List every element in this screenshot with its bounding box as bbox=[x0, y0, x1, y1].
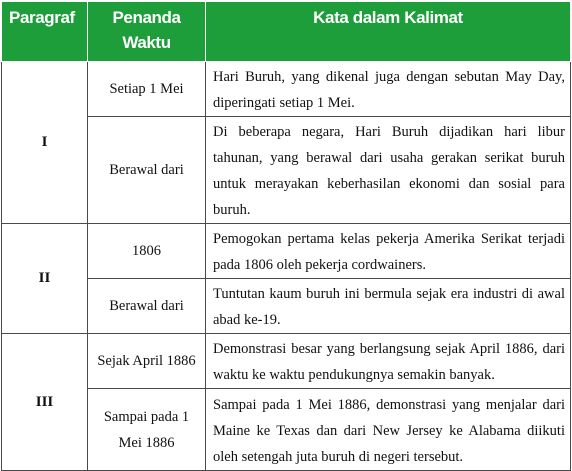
paragraf-cell: I bbox=[2, 62, 88, 224]
kalimat-cell: Pemogokan pertama kelas pekerja Amerika Serikat terjadi pada 1806 oleh pekerja cordwainers. bbox=[206, 224, 571, 279]
kalimat-cell: Di beberapa negara, Hari Buruh dijadikan hari libur tahunan, yang berawal dari usaha gerakan serikat buruh untuk merayakan keberhasilan ekonomi dan sosial para buruh. bbox=[206, 117, 571, 224]
table-row bbox=[2, 334, 571, 389]
penanda-cell: Berawal dari bbox=[88, 279, 206, 334]
header-penanda-line1: Penanda bbox=[112, 8, 181, 27]
table-row bbox=[2, 224, 571, 279]
table-row bbox=[2, 389, 571, 471]
kalimat-cell: Tuntutan kaum buruh ini bermula sejak era industri di awal abad ke-19. bbox=[206, 279, 571, 334]
paragraf-cell: II bbox=[2, 224, 88, 334]
time-marker-table bbox=[1, 1, 571, 471]
penanda-cell: Setiap 1 Mei bbox=[88, 62, 206, 117]
penanda-cell: 1806 bbox=[88, 224, 206, 279]
table-row bbox=[2, 279, 571, 334]
paragraf-cell: III bbox=[2, 334, 88, 471]
header-paragraf: Paragraf bbox=[2, 2, 88, 62]
table-row bbox=[2, 117, 571, 224]
penanda-cell: Berawal dari bbox=[88, 117, 206, 224]
kalimat-cell: Demonstrasi besar yang berlangsung sejak April 1886, dari waktu ke waktu pendukungnya semakin banyak. bbox=[206, 334, 571, 389]
kalimat-cell: Sampai pada 1 Mei 1886, demonstrasi yang menjalar dari Maine ke Texas dan dari New Jersey ke Alabama diikuti oleh setengah juta buruh di negeri tersebut. bbox=[206, 389, 571, 471]
table-body bbox=[2, 62, 571, 471]
penanda-cell: Sampai pada 1 Mei 1886 bbox=[88, 389, 206, 471]
penanda-cell: Sejak April 1886 bbox=[88, 334, 206, 389]
header-penanda-waktu bbox=[88, 2, 206, 62]
table-row bbox=[2, 62, 571, 117]
table-header bbox=[2, 2, 571, 62]
header-kata-dalam-kalimat: Kata dalam Kalimat bbox=[206, 2, 571, 62]
kalimat-cell: Hari Buruh, yang dikenal juga dengan sebutan May Day, diperingati setiap 1 Mei. bbox=[206, 62, 571, 117]
header-penanda-line2: Waktu bbox=[122, 33, 171, 52]
